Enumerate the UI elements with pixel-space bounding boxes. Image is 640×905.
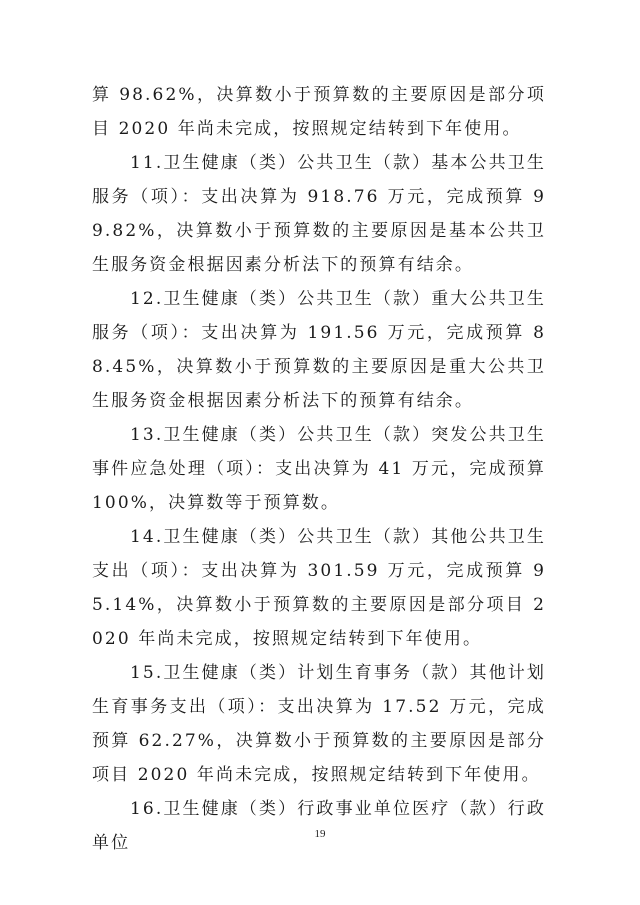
paragraph-continuation: 算 98.62%，决算数小于预算数的主要原因是部分项目 2020 年尚未完成，按照规定结转到下年使用。 — [92, 85, 546, 139]
body-text — [92, 78, 546, 860]
paragraph-item-13: 13.卫生健康（类）公共卫生（款）突发公共卫生事件应急处理（项）：支出决算为 41 万元，完成预算 100%，决算数等于预算数。 — [92, 425, 546, 513]
paragraph-item-11: 11.卫生健康（类）公共卫生（款）基本公共卫生服务（项）：支出决算为 918.76 万元，完成预算 99.82%，决算数小于预算数的主要原因是基本公共卫生服务资金根据因素分析法下的预算有结余。 — [92, 153, 546, 275]
paragraph-item-12: 12.卫生健康（类）公共卫生（款）重大公共卫生服务（项）：支出决算为 191.56 万元，完成预算 88.45%，决算数小于预算数的主要原因是重大公共卫生服务资金根据因素分析法下的预算有结余。 — [92, 289, 546, 411]
paragraph-item-14: 14.卫生健康（类）公共卫生（款）其他公共卫生支出（项）：支出决算为 301.59 万元，完成预算 95.14%，决算数小于预算数的主要原因是部分项目 2020 年尚未完成，按照规定结转到下年使用。 — [92, 527, 546, 649]
paragraph-item-16: 16.卫生健康（类）行政事业单位医疗（款）行政单位 — [92, 799, 546, 853]
page-number: 19 — [314, 828, 326, 840]
paragraph-item-15: 15.卫生健康（类）计划生育事务（款）其他计划生育事务支出（项）：支出决算为 17.52 万元，完成预算 62.27%，决算数小于预算数的主要原因是部分项目 2020 年尚未完成，按照规定结转到下年使用。 — [92, 663, 546, 785]
